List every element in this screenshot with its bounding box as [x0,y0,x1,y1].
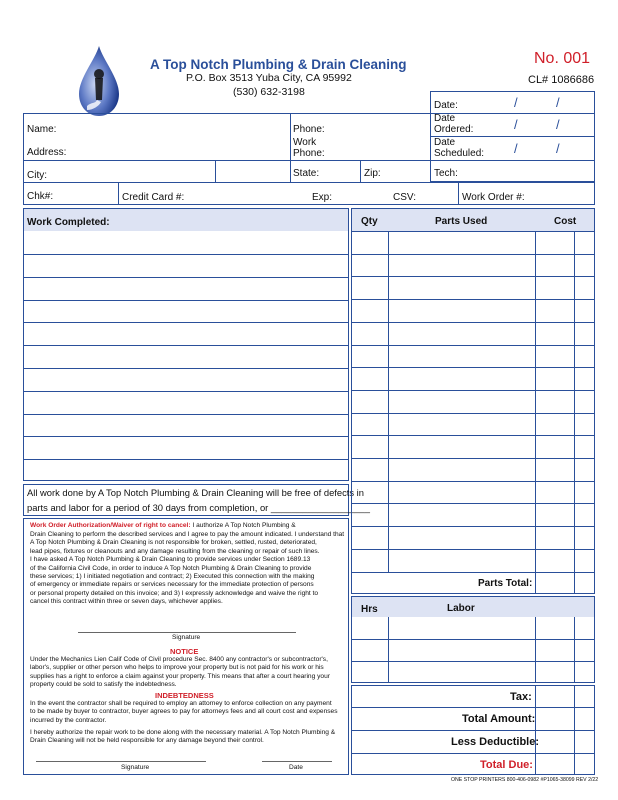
auth-line: A Top Notch Plumbing & Drain Cleaning is not responsible for broken, settled, rusted, deteriorated, [30,539,317,547]
auth-line: these services; 1) I initiated negotiation and contract; 2) Executed this connection with the making [30,573,315,580]
indebt-line: In the event the contractor shall be required to employ an attorney to enforce collection on any payment [30,700,332,707]
tax-label: Tax: [510,691,532,703]
parts-line [351,254,595,255]
tech-label: Tech: [434,168,458,179]
parts-total-line [351,572,595,573]
work-line [23,436,349,437]
work-line [23,254,349,255]
auth-line: of the California Civil Code, in order to induce A Top Notch Plumbing & Drain Cleaning to provide [30,564,312,572]
scheduled-slash-1: / [514,141,518,156]
parts-line [351,526,595,527]
company-name: A Top Notch Plumbing & Drain Cleaning [150,57,407,72]
parts-line [351,481,595,482]
auth-line: of emergency or immediate repairs or services necessary for the immediate protection of persons [30,581,314,589]
work-line [23,368,349,369]
work-line [23,322,349,323]
parts-line [351,390,595,391]
auth-line: cancel this contract within three or seven days, whichever applies. [30,598,223,606]
printer-footer: ONE STOP PRINTERS 800-406-0982 #P1065-38099 REV 2/22 [451,777,599,783]
guarantee-line-1: All work done by A Top Notch Plumbing & Drain Cleaning will be free of defects in [27,487,364,498]
work-order-label: Work Order #: [462,192,525,203]
notice-line: Under the Mechanics Lien Calif Code of Civil procedure Sec. 8400 any contractor's or subcontractor's, [30,656,328,663]
work-phone-label-1: Work [293,137,317,148]
date-slash-2: / [556,95,560,110]
indebt-line: incurred by the contractor. [30,716,107,724]
water-drop-wrench-icon [73,44,125,118]
auth-line: Drain Cleaning to perform the described services and I agree to pay the amount indicated. I understand that [30,531,345,538]
work-line [23,300,349,301]
auth-line: lead pipes, fixtures or cleanouts and any damage resulting from the cleaning or repair of such lines. [30,547,320,555]
date-scheduled-label-1: Date [434,137,456,148]
work-line [23,414,349,415]
indebt-line: to be made by buyer to contractor, buyer agrees to pay for attorneys fees and all court cost and expenses [30,708,338,716]
address-label: Address: [27,147,67,158]
check-number-label: Chk#: [27,191,54,202]
total-due-label: Total Due: [480,759,533,771]
work-line [23,459,349,460]
notice-title: NOTICE [170,647,199,656]
parts-line [351,503,595,504]
hrs-header: Hrs [361,604,378,615]
parts-line [351,458,595,459]
exp-label: Exp: [312,192,333,203]
date-slash-1: / [514,95,518,110]
phone-label: Phone: [293,124,325,135]
zip-label: Zip: [364,168,381,179]
license-number: CL# 1086686 [528,74,595,86]
authorize-line: I hereby authorize the repair work to be done along with the necessary material. A Top Notch Plumbing & [30,729,336,736]
less-deductible-label: Less Deductible: [451,736,540,748]
scheduled-slash-2: / [556,141,560,156]
city-label: City: [27,170,47,181]
authorization-line-0: I authorize A Top Notch Plumbing & [192,522,296,529]
ordered-slash-2: / [556,117,560,132]
final-date-label: Date [289,764,303,771]
indebtedness-title: INDEBTEDNESS [155,691,214,700]
parts-line [351,367,595,368]
notice-line: supplies has a right to enforce a claim against your property. This means that after a court hearing your [30,672,330,680]
authorization-signature-label: Signature [172,634,201,641]
parts-used-header: Parts Used [435,216,488,227]
parts-line [351,413,595,414]
parts-line [351,322,595,323]
guarantee-line-2: parts and labor for a period of 30 days from completion, or ___________________ [27,502,370,513]
labor-header: Labor [447,603,475,614]
cost-header: Cost [554,216,577,227]
date-scheduled-label-2: Scheduled: [434,148,485,159]
total-amount-label: Total Amount: [462,713,536,725]
auth-line: or personal property detailed on this invoice; and 3) I expressly acknowledge and waive the right to [30,589,319,597]
parts-line [351,231,595,232]
qty-header: Qty [361,216,378,227]
work-line [23,277,349,278]
work-completed-heading: Work Completed: [27,217,110,228]
company-logo [73,44,125,118]
company-address: P.O. Box 3513 Yuba City, CA 95992 [186,72,352,84]
final-signature-label: Signature [121,764,150,771]
parts-line [351,549,595,550]
authorization-title: Work Order Authorization/Waiver of right to cancel: [30,522,191,529]
work-line [23,391,349,392]
work-phone-label-2: Phone: [293,148,325,159]
authorize-line: Drain Cleaning will not be held responsible for any damage beyond their control. [30,737,264,745]
company-phone: (530) 632-3198 [233,86,305,98]
auth-line: I have asked A Top Notch Plumbing & Drain Cleaning to provide services under Section 1689.13 [30,556,311,564]
parts-line [351,299,595,300]
ordered-slash-1: / [514,117,518,132]
work-line [23,345,349,346]
name-label: Name: [27,124,57,135]
parts-line [351,345,595,346]
parts-total-label: Parts Total: [478,578,533,589]
state-label: State: [293,168,320,179]
date-ordered-label-1: Date [434,113,456,124]
date-label: Date: [434,100,458,111]
parts-line [351,435,595,436]
authorization-text [30,522,344,530]
notice-line: property could be sold to satisfy the indebtedness. [30,681,177,689]
date-ordered-label-2: Ordered: [434,124,474,135]
notice-line: labor's, supplier or other person who helps to improve your property but is not paid for his work or his [30,664,324,672]
csv-label: CSV: [393,192,416,203]
parts-line [351,276,595,277]
invoice-number: No. 001 [534,50,591,67]
credit-card-label: Credit Card #: [122,192,185,203]
